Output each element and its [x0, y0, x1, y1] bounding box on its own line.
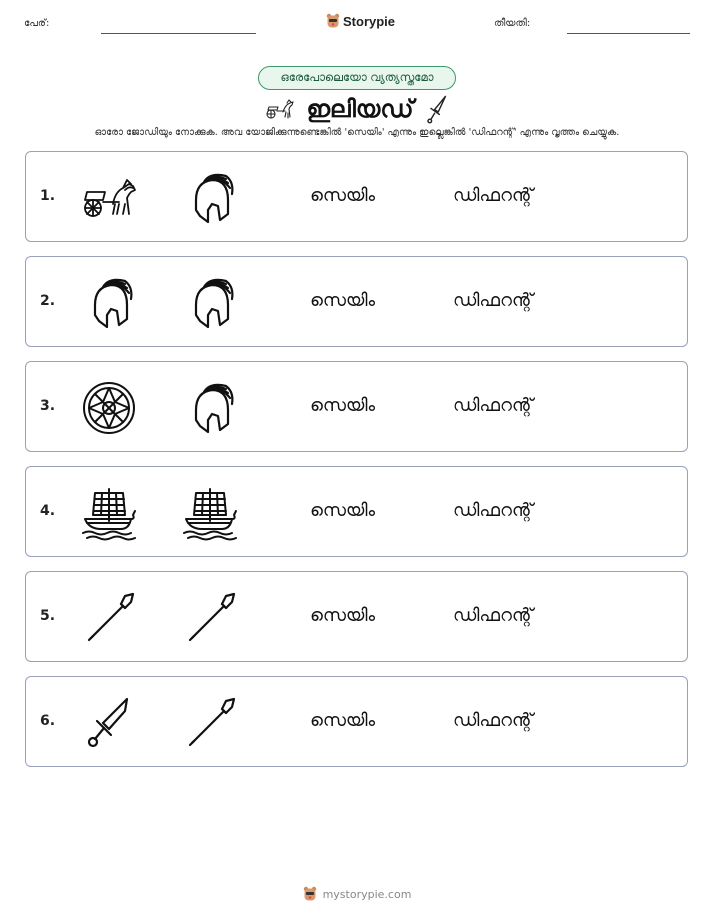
question-number: 6. [40, 713, 56, 729]
same-option[interactable]: സെയിം [310, 185, 376, 206]
helmet-icon [182, 380, 238, 436]
date-label: തീയതി: [494, 18, 531, 29]
name-field[interactable] [101, 33, 256, 34]
question-number: 3. [40, 398, 56, 414]
question-row [25, 466, 688, 557]
question-number: 2. [40, 293, 56, 309]
question-row [25, 151, 688, 242]
same-option[interactable]: സെയിം [310, 290, 376, 311]
instructions: ഓരോ ജോഡിയും നോക്കുക. അവ യോജിക്കുന്നുണ്ടെങ്കിൽ 'സെയിം' എന്നും ഇല്ലെങ്കിൽ 'ഡിഫറന്റ്' എന്നും വൃത്തം ചെയ്യുക. [94, 127, 620, 138]
left-picture [81, 485, 137, 541]
question-number: 4. [40, 503, 56, 519]
left-picture [81, 170, 137, 226]
same-option[interactable]: സെയിം [310, 605, 376, 626]
question-number: 5. [40, 608, 56, 624]
footer-url: mystorypie.com [322, 887, 412, 901]
footer [0, 886, 714, 902]
same-option[interactable]: സെയിം [310, 710, 376, 731]
sword-icon [425, 94, 449, 124]
question-row [25, 676, 688, 767]
brand-logo [326, 13, 395, 29]
shield-icon [81, 380, 137, 436]
spear-icon [182, 695, 238, 751]
date-field[interactable] [567, 33, 690, 34]
helmet-icon [182, 275, 238, 331]
worksheet-type-badge: ഒരേപോലെയോ വ്യത്യസ്തമോ [258, 66, 456, 90]
helmet-icon [81, 275, 137, 331]
right-picture [182, 275, 238, 331]
helmet-icon [182, 170, 238, 226]
question-row [25, 256, 688, 347]
chariot-icon [81, 170, 137, 226]
different-option[interactable]: ഡിഫറന്റ് [453, 500, 534, 521]
right-picture [182, 485, 238, 541]
question-row [25, 571, 688, 662]
title-row [250, 92, 464, 126]
different-option[interactable]: ഡിഫറന്റ് [453, 605, 534, 626]
same-option[interactable]: സെയിം [310, 395, 376, 416]
right-picture [182, 170, 238, 226]
left-picture [81, 695, 137, 751]
spear-icon [81, 590, 137, 646]
question-number: 1. [40, 188, 56, 204]
right-picture [182, 695, 238, 751]
different-option[interactable]: ഡിഫറന്റ് [453, 395, 534, 416]
chariot-icon [265, 98, 295, 120]
spear-icon [182, 590, 238, 646]
different-option[interactable]: ഡിഫറന്റ് [453, 185, 534, 206]
left-picture [81, 590, 137, 646]
right-picture [182, 380, 238, 436]
different-option[interactable]: ഡിഫറന്റ് [453, 710, 534, 731]
left-picture [81, 380, 137, 436]
right-picture [182, 590, 238, 646]
bear-logo-icon [303, 886, 317, 902]
ship-icon [182, 485, 238, 541]
same-option[interactable]: സെയിം [310, 500, 376, 521]
sword-icon [81, 695, 137, 751]
ship-icon [81, 485, 137, 541]
worksheet-title: ഇലിയഡ് [306, 95, 414, 123]
name-label: പേര്: [24, 18, 50, 29]
different-option[interactable]: ഡിഫറന്റ് [453, 290, 534, 311]
left-picture [81, 275, 137, 331]
question-row [25, 361, 688, 452]
brand-name: Storypie [343, 13, 396, 29]
bear-logo-icon [326, 13, 340, 29]
